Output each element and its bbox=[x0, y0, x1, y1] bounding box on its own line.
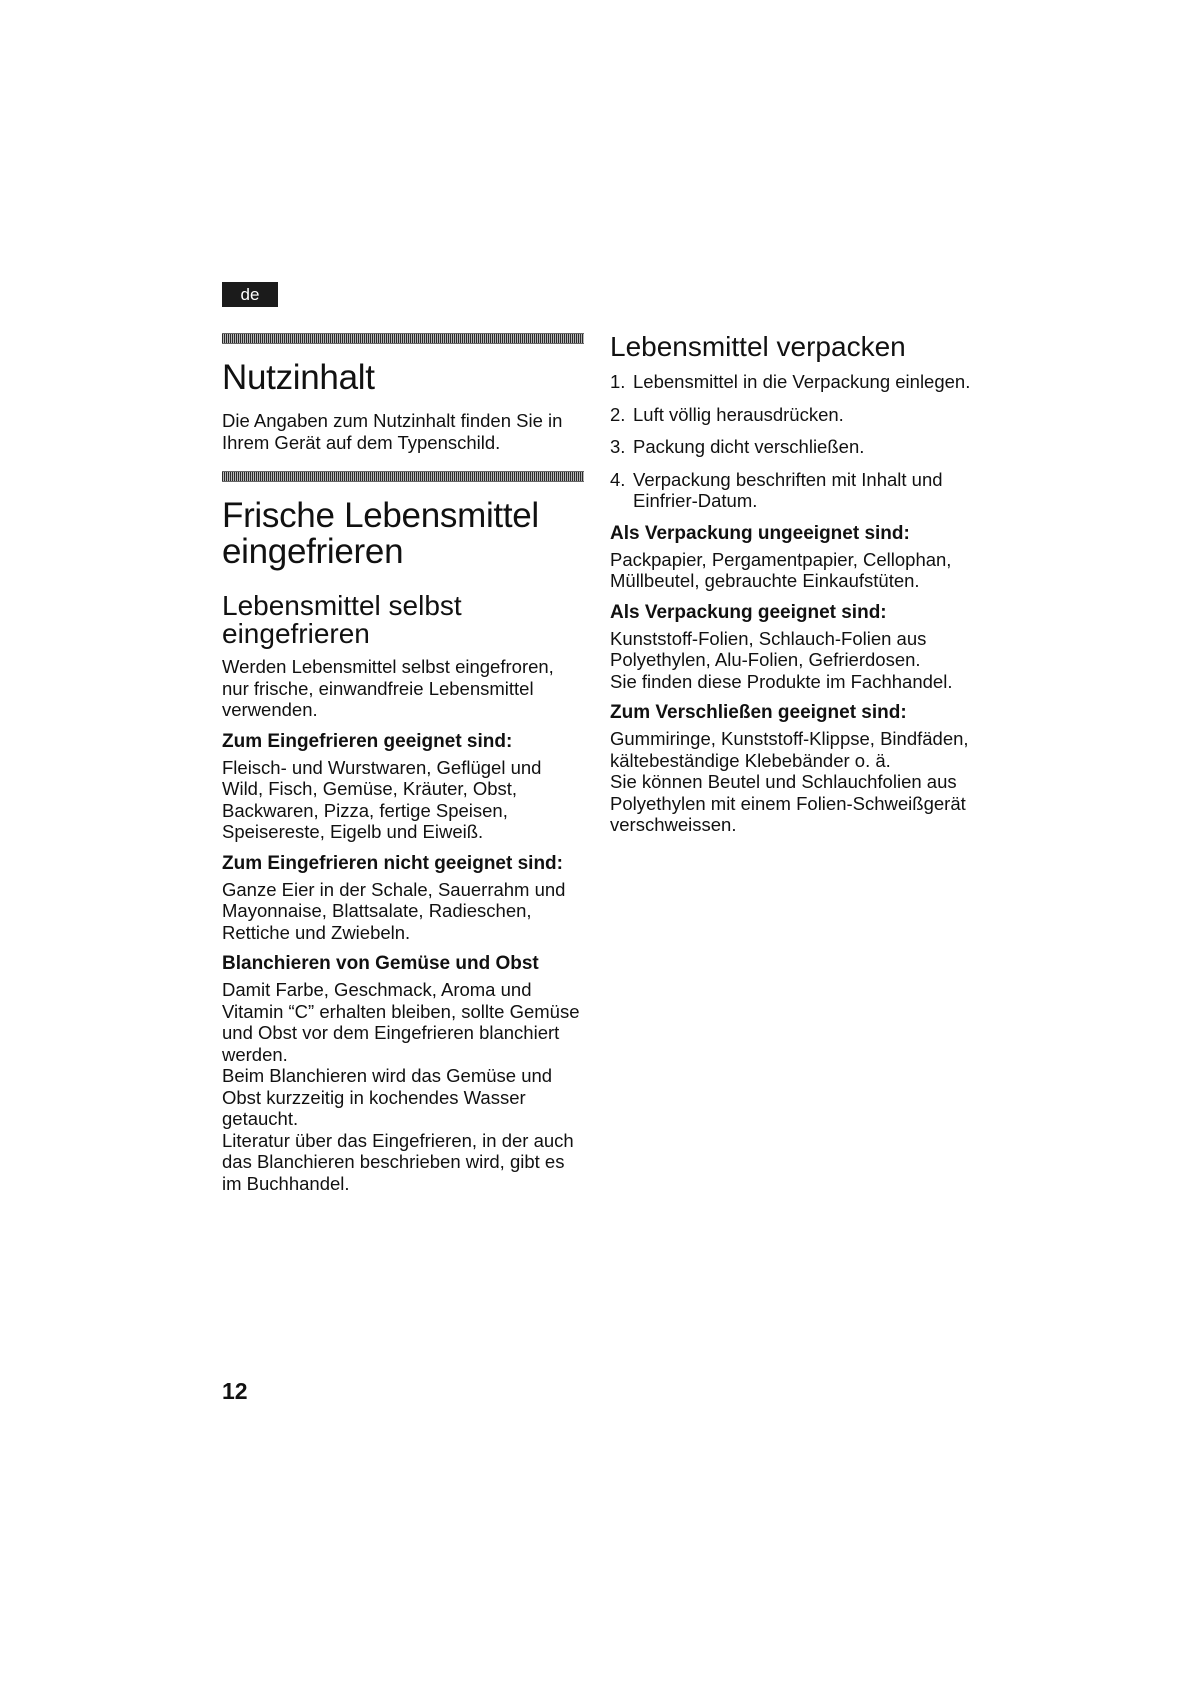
unsuitable-freezing-text: Ganze Eier in der Schale, Sauerrahm und Mayonnaise, Blattsalate, Radieschen, Rettiche und Zwiebeln. bbox=[222, 878, 566, 943]
section-divider bbox=[222, 471, 584, 482]
section-divider bbox=[222, 333, 584, 344]
blanching-text-2: Beim Blanchieren wird das Gemüse und Obst kurzzeitig in kochendes Wasser getaucht. bbox=[222, 1065, 553, 1129]
closing-text-2: Sie können Beutel und Schlauchfolien aus Polyethylen mit einem Folien-Schweißgerät verschweissen. bbox=[610, 771, 966, 835]
selbst-einfrieren-intro: Werden Lebensmittel selbst eingefroren, nur frische, einwandfreie Lebensmittel verwenden. bbox=[222, 656, 554, 720]
suitable-packaging-heading: Als Verpackung geeignet sind: bbox=[610, 601, 887, 623]
list-item: 1. Lebensmittel in die Verpackung einlegen. bbox=[610, 371, 971, 392]
suitable-packaging-text-2: Sie finden diese Produkte im Fachhandel. bbox=[610, 670, 953, 692]
suitable-freezing-heading: Zum Eingefrieren geeignet sind: bbox=[222, 730, 513, 752]
page-number: 12 bbox=[222, 1378, 248, 1404]
blanching-heading: Blanchieren von Gemüse und Obst bbox=[222, 953, 539, 974]
closing-heading: Zum Verschließen geeignet sind: bbox=[610, 702, 907, 723]
language-tab: de bbox=[222, 282, 278, 307]
packaging-heading: Lebensmittel verpacken bbox=[610, 331, 906, 362]
suitable-freezing-text: Fleisch- und Wurstwaren, Geflügel und Wild, Fisch, Gemüse, Kräuter, Obst, Backwaren, Pizza, fertige Speisen, Speisereste, Eigelb und Eiweiß. bbox=[222, 756, 542, 842]
unsuitable-packaging-heading: Als Verpackung ungeeignet sind: bbox=[610, 522, 910, 544]
left-column bbox=[222, 333, 584, 1204]
unsuitable-freezing-heading: Zum Eingefrieren nicht geeignet sind: bbox=[222, 852, 563, 874]
nutzinhalt-text: Die Angaben zum Nutzinhalt finden Sie in Ihrem Gerät auf dem Typenschild. bbox=[222, 410, 563, 453]
selbst-einfrieren-subheading: Lebensmittel selbst eingefrieren bbox=[222, 590, 462, 649]
list-item: 3. Packung dicht verschließen. bbox=[610, 436, 865, 457]
right-column bbox=[610, 333, 980, 846]
blanching-text-3: Literatur über das Eingefrieren, in der auch das Blanchieren beschrieben wird, gibt es im Buchhandel. bbox=[222, 1129, 574, 1194]
suitable-packaging-text-1: Kunststoff-Folien, Schlauch-Folien aus Polyethylen, Alu-Folien, Gefrierdosen. bbox=[610, 627, 927, 670]
frische-heading: Frische Lebensmittel eingefrieren bbox=[222, 496, 539, 571]
packaging-steps bbox=[610, 371, 980, 512]
nutzinhalt-heading: Nutzinhalt bbox=[222, 358, 375, 397]
unsuitable-packaging-text: Packpapier, Pergamentpapier, Cellophan, Müllbeutel, gebrauchte Einkaufstüten. bbox=[610, 548, 952, 591]
list-item: 2. Luft völlig herausdrücken. bbox=[610, 403, 844, 425]
closing-text-1: Gummiringe, Kunststoff-Klippse, Bindfäden, kältebeständige Klebebänder o. ä. bbox=[610, 728, 969, 771]
blanching-text-1: Damit Farbe, Geschmack, Aroma und Vitamin “C” erhalten bleiben, sollte Gemüse und Obst vor dem Eingefrieren blanchiert werden. bbox=[222, 979, 580, 1065]
list-item: 4. Verpackung beschriften mit Inhalt und Einfrier-Datum. bbox=[610, 468, 943, 511]
